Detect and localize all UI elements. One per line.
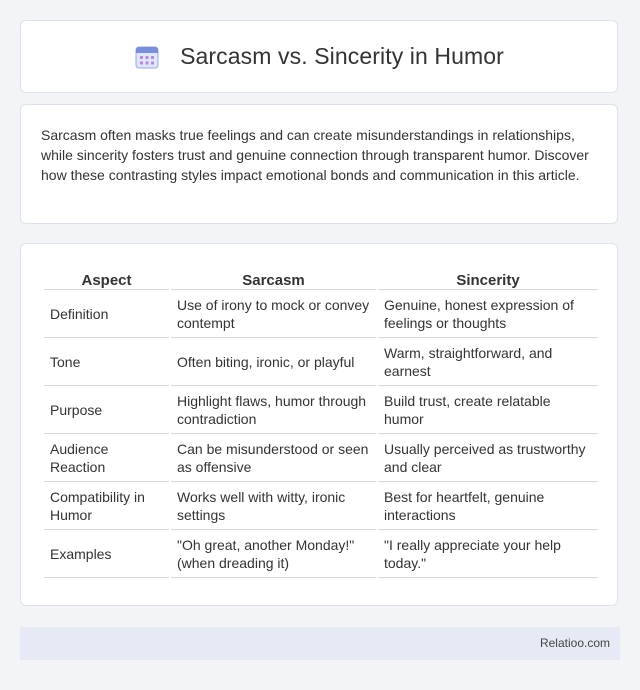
footer (20, 627, 620, 660)
column-header-aspect: Aspect (44, 266, 169, 290)
row-aspect-cell: Purpose (44, 386, 169, 434)
page-title: Sarcasm vs. Sincerity in Humor (180, 43, 504, 69)
sincerity-cell: Usually perceived as trustworthy and clear (378, 434, 598, 482)
sincerity-cell: Genuine, honest expression of feelings or thoughts (378, 290, 598, 338)
calendar-icon (134, 44, 160, 70)
sarcasm-cell: Works well with witty, ironic settings (171, 482, 376, 530)
sincerity-cell: "I really appreciate your help today." (378, 530, 598, 578)
table-row (44, 482, 598, 530)
table-row (44, 290, 598, 338)
row-aspect-cell: Compatibility in Humor (44, 482, 169, 530)
sarcasm-cell: Can be misunderstood or seen as offensive (171, 434, 376, 482)
comparison-table (42, 266, 600, 578)
table-row (44, 338, 598, 386)
comparison-card (20, 243, 618, 606)
column-header-sincerity: Sincerity (378, 266, 598, 290)
table-row (44, 434, 598, 482)
sincerity-cell: Build trust, create relatable humor (378, 386, 598, 434)
row-aspect-cell: Audience Reaction (44, 434, 169, 482)
intro-paragraph: Sarcasm often masks true feelings and can create misunderstandings in relationships, while sincerity fosters trust and genuine connection through transparent humor. Discover how these contrasting styles impact emotional bonds and communication in this article. (41, 127, 589, 183)
footer-brand: Relatioo.com (539, 636, 610, 650)
sincerity-cell: Best for heartfelt, genuine interactions (378, 482, 598, 530)
table-row (44, 530, 598, 578)
row-aspect-cell: Definition (44, 290, 169, 338)
table-header-row (44, 266, 598, 290)
row-aspect-cell: Examples (44, 530, 169, 578)
title-card (20, 20, 618, 93)
sincerity-cell: Warm, straightforward, and earnest (378, 338, 598, 386)
sarcasm-cell: Often biting, ironic, or playful (171, 338, 376, 386)
table-row (44, 386, 598, 434)
row-aspect-cell: Tone (44, 338, 169, 386)
sarcasm-cell: Highlight flaws, humor through contradiction (171, 386, 376, 434)
column-header-sarcasm: Sarcasm (171, 266, 376, 290)
sarcasm-cell: "Oh great, another Monday!" (when dreading it) (171, 530, 376, 578)
intro-card (20, 104, 618, 224)
sarcasm-cell: Use of irony to mock or convey contempt (171, 290, 376, 338)
